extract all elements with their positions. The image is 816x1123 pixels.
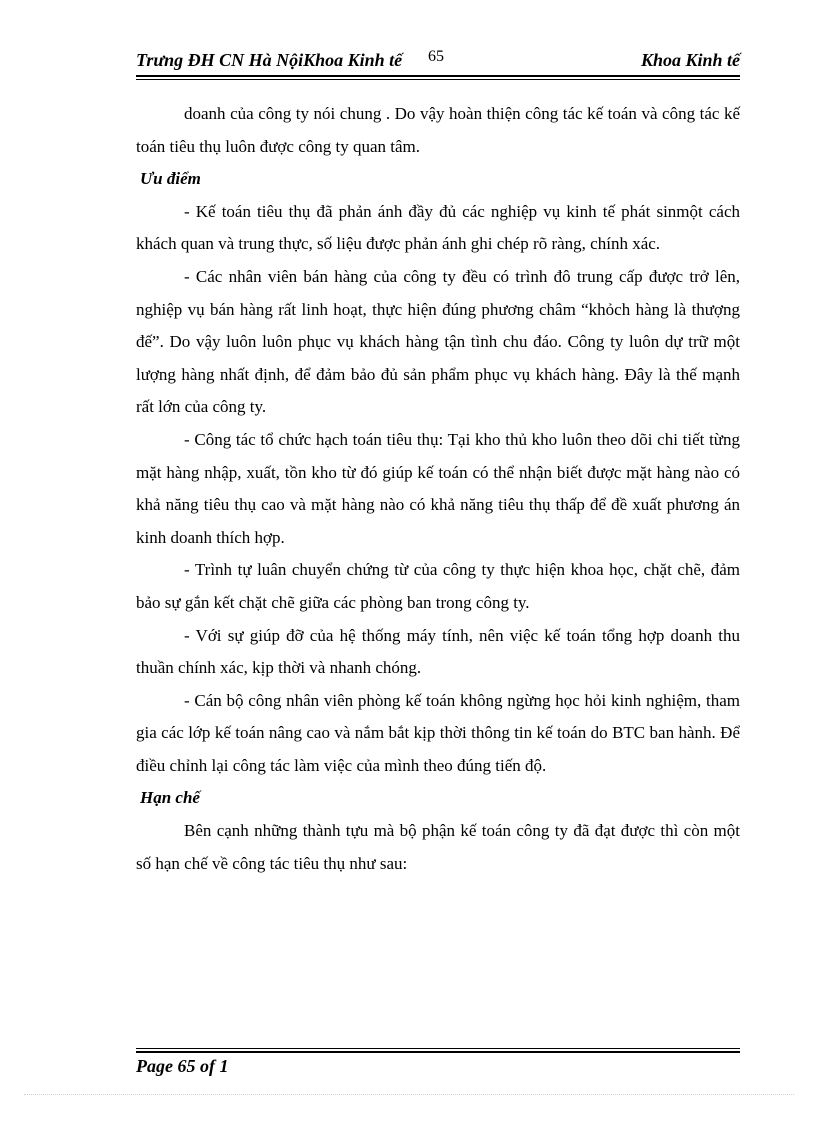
page-bottom-edge [24,1094,794,1095]
paragraph-limitations-intro: Bên cạnh những thành tựu mà bộ phận kế toán công ty đã đạt được thì còn một số hạn chế về công tác tiêu thụ như sau: [136,821,740,873]
header-page-number: 65 [428,48,444,65]
paragraph-advantage-2: - Các nhân viên bán hàng của công ty đều có trình đô trung cấp được trở lên, nghiệp vụ bán hàng rất linh hoạt, thực hiện đúng phương châm “khỏch hàng là thượng đế”. Do vậy luôn luôn phục vụ khách hàng tận tình chu đáo. Công ty luôn dự trữ một lượng hàng nhất định, để đảm bảo đủ sản phẩm phục vụ khách hàng. Đây là thế mạnh rất lớn của công ty. [136,266,740,417]
header-left-title: Trưng ĐH CN Hà NộiKhoa Kinh tế [136,50,403,70]
header-rule-thick [136,75,740,77]
footer-page-label: Page 65 of 1 [136,1056,229,1076]
paragraph-advantage-5: - Với sự giúp đỡ của hệ thống máy tính, nên việc kế toán tổng hợp doanh thu thuần chính xác, kịp thời và nhanh chóng. [136,625,740,678]
paragraph-advantage-6: - Cán bộ công nhân viên phòng kế toán không ngừng học hỏi kinh nghiệm, tham gia các lớp kế toán nâng cao và nắm bắt kịp thời thông tin kế toán do BTC ban hành. Để điều chỉnh lại công tác làm việc của mình theo đúng tiến độ. [136,690,740,775]
page-header [136,46,740,74]
document-body [136,98,740,880]
footer-rule-thin [136,1048,740,1049]
paragraph-advantage-1: - Kế toán tiêu thụ đã phản ánh đầy đủ các nghiệp vụ kinh tế phát sinmột cách khách quan và trung thực, số liệu được phản ánh ghi chép rõ ràng, chính xác. [136,201,740,254]
paragraph-advantage-3: - Công tác tổ chức hạch toán tiêu thụ: Tại kho thủ kho luôn theo dõi chi tiết từng mặt hàng nhập, xuất, tồn kho từ đó giúp kế toán có thể nhận biết được mặt hàng nào có khả năng tiêu thụ cao và mặt hàng nào có khả năng tiêu thụ thấp để đề xuất phương án kinh doanh thích hợp. [136,429,740,547]
footer-rule-thick [136,1051,740,1053]
heading-limitations: Hạn chế [140,788,200,808]
header-right-title: Khoa Kinh tế [640,50,740,70]
paragraph-advantage-4: - Trình tự luân chuyển chứng từ của công ty thực hiện khoa học, chặt chẽ, đảm bảo sự gắn kết chặt chẽ giữa các phòng ban trong công ty. [136,560,740,612]
paragraph-intro-continued: doanh của công ty nói chung . Do vậy hoàn thiện công tác kế toán và công tác kế toán tiêu thụ luôn được công ty quan tâm. [136,104,740,156]
header-rule-thin [136,79,740,80]
heading-advantages: Ưu điểm [140,169,201,189]
